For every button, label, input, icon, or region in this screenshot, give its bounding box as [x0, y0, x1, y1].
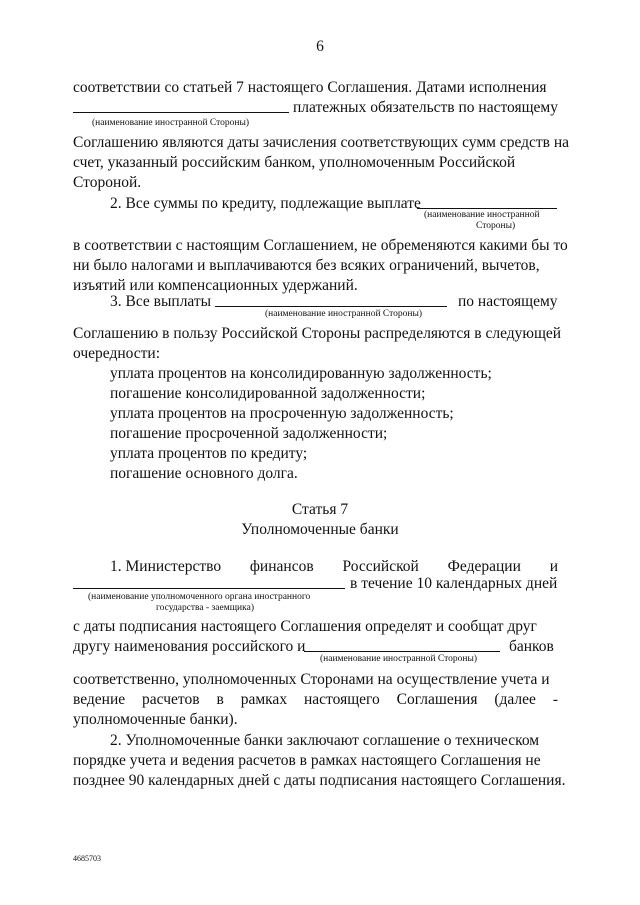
- text-line: платежных обязательств по настоящему: [293, 99, 558, 116]
- article-number: Статья 7: [291, 501, 349, 518]
- text-line: в соответствии с настоящим Соглашением, не обременяются какими бы то: [73, 237, 568, 254]
- word: рамках: [240, 691, 288, 708]
- blank-caption: (наименование иностранной Стороны): [265, 309, 423, 319]
- text-line: в течение 10 календарных дней: [350, 575, 558, 592]
- text-line: позднее 90 календарных дней с даты подписания настоящего Соглашения.: [73, 772, 566, 789]
- text-line: Стороной.: [73, 174, 142, 191]
- word: Соглашения: [396, 691, 478, 708]
- word: -: [552, 691, 558, 708]
- list-item: уплата процентов на консолидированную задолженность;: [110, 365, 492, 382]
- list-item: погашение просроченной задолженности;: [110, 425, 388, 442]
- word: Российской: [342, 558, 419, 575]
- fill-in-blank: [73, 98, 289, 113]
- page-number: 6: [316, 38, 324, 55]
- blank-caption: государства - заемщика): [156, 603, 254, 613]
- word: настоящего: [303, 691, 380, 708]
- blank-caption: (наименование иностранной Стороны): [92, 118, 250, 128]
- blank-caption: (наименование иностранной: [424, 210, 540, 220]
- word: финансов: [249, 558, 314, 575]
- text-line: ни было налогами и выплачиваются без всяких ограничений, вычетов,: [73, 257, 540, 274]
- text-line: Соглашению в пользу Российской Стороны распределяются в следующей: [73, 325, 562, 342]
- text-line: порядке учета и ведения расчетов в рамках настоящего Соглашения не: [73, 752, 541, 769]
- text-line-content: счет, указанный российским банком, уполномоченным Российской: [73, 154, 516, 171]
- text-line: банков: [509, 638, 554, 655]
- text-line: [73, 153, 558, 173]
- text-line: 2. Уполномоченные банки заключают соглашение о техническом: [110, 732, 540, 749]
- text-line: с даты подписания настоящего Соглашения определят и сообщат друг: [73, 618, 537, 635]
- word: расчетов: [142, 691, 200, 708]
- list-item: погашение консолидированной задолженности;: [110, 385, 426, 402]
- footer-code: 4685703: [73, 854, 101, 863]
- text-line: 2. Все суммы по кредиту, подлежащие выплате: [110, 195, 421, 212]
- text-line-content: соответствии со статьей 7 настоящего Соглашения. Датами исполнения: [73, 79, 547, 96]
- text-line: [73, 78, 558, 98]
- list-item: погашение основного долга.: [110, 465, 298, 482]
- word: ведение: [73, 691, 126, 708]
- word: в: [216, 691, 224, 708]
- word: 1. Министерство: [110, 558, 222, 575]
- text-line: очередности:: [73, 345, 161, 362]
- fill-in-blank: [73, 574, 345, 589]
- word: (далее: [494, 691, 536, 708]
- text-line: по настоящему: [458, 293, 558, 310]
- blank-line: [73, 98, 289, 119]
- text-line: уполномоченные банки).: [73, 711, 238, 728]
- blank-caption: (наименование иностранной Стороны): [320, 654, 478, 664]
- blank-caption: (наименование уполномоченного органа иностранного: [88, 592, 311, 602]
- text-line: 3. Все выплаты: [110, 293, 212, 310]
- text-line: Соглашению являются даты зачисления соответствующих сумм средств на: [73, 134, 570, 151]
- list-item: уплата процентов на просроченную задолженность;: [110, 405, 454, 422]
- text-line: изъятий или компенсационных удержаний.: [73, 277, 358, 294]
- word: и: [549, 558, 558, 575]
- fill-in-blank: [215, 292, 447, 307]
- text-line: другу наименования российского и: [73, 638, 306, 655]
- text-line: соответственно, уполномоченных Сторонами на осуществление учета и: [73, 671, 550, 688]
- blank-caption: Стороны): [476, 221, 516, 231]
- article-title: Уполномоченные банки: [241, 521, 399, 538]
- word: Федерации: [447, 558, 521, 575]
- list-item: уплата процентов по кредиту;: [110, 445, 308, 462]
- fill-in-blank: [417, 194, 557, 209]
- fill-in-blank: [304, 637, 500, 652]
- text-line: [73, 690, 558, 710]
